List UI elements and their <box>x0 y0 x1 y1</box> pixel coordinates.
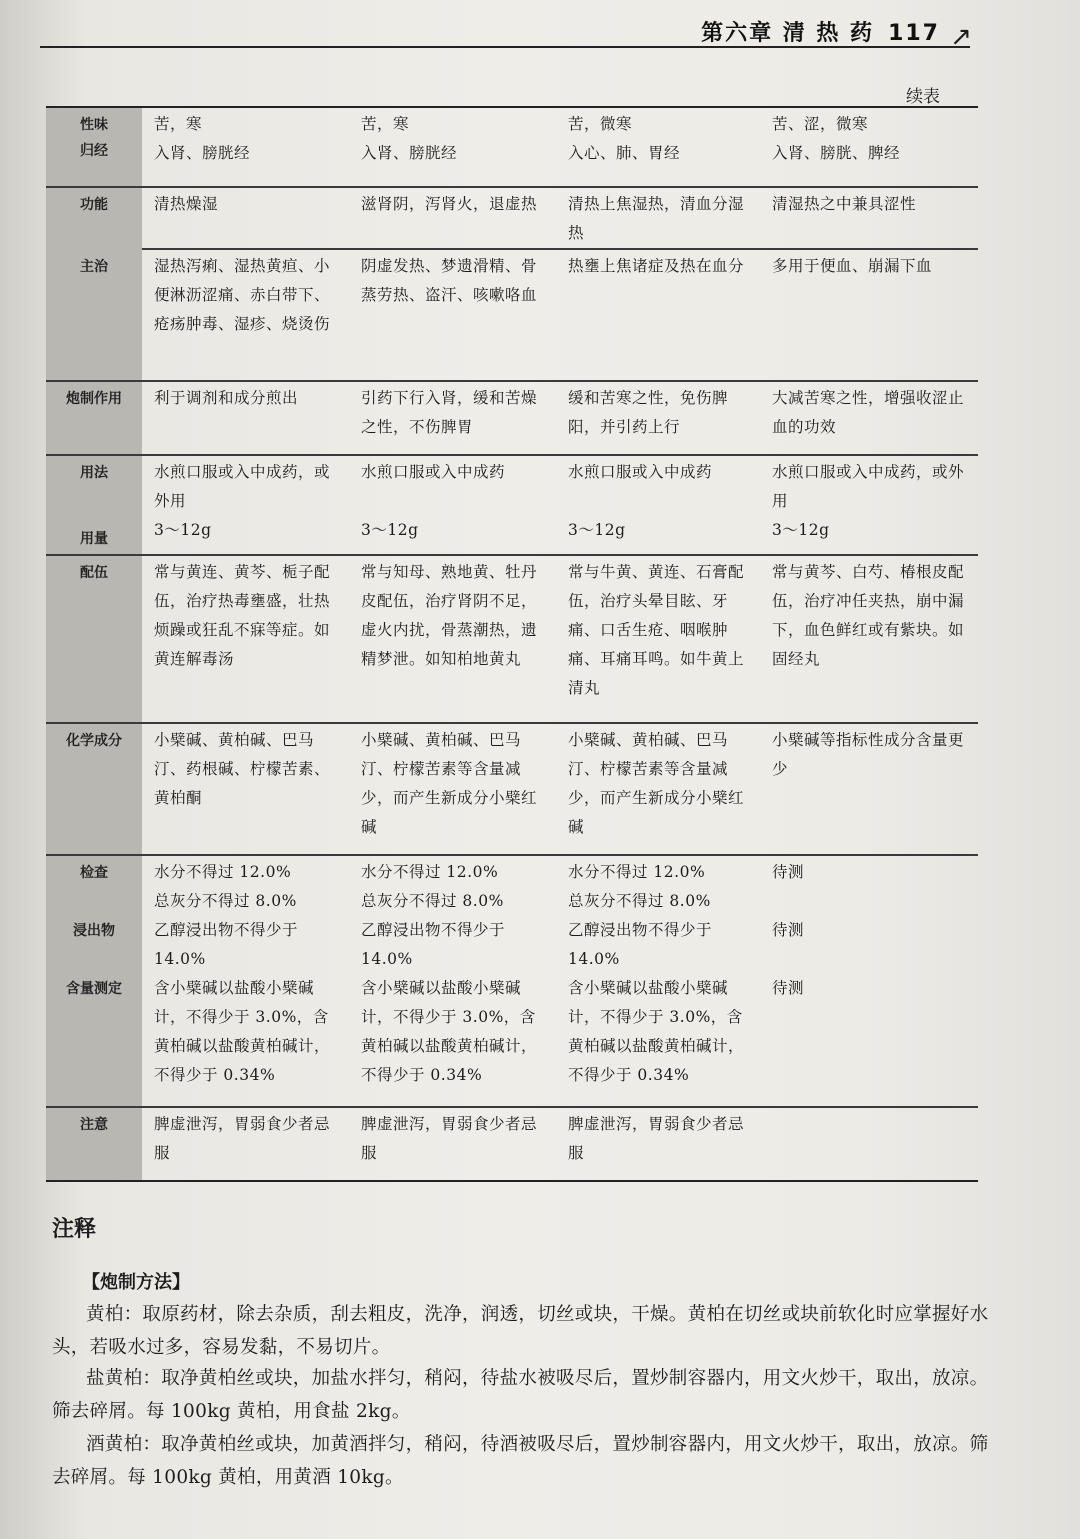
table-cell: 清热燥湿 <box>154 195 219 213</box>
row-header-label: 主治 <box>80 259 108 275</box>
table-cell: 清湿热之中兼具涩性 <box>772 195 917 213</box>
row-header-label: 含量测定 <box>66 981 122 997</box>
table-cell: 多用于便血、崩漏下血 <box>772 257 933 275</box>
cell-text: 水煎口服或入中成药 <box>361 463 506 481</box>
cell-text: 苦、涩，微寒 <box>772 115 869 133</box>
row-header-label: 用法 <box>80 465 108 481</box>
row-header <box>46 456 142 554</box>
table-row <box>46 854 978 1106</box>
row-header <box>46 188 142 252</box>
table-cell: 滋肾阴，泻肾火，退虚热 <box>361 195 538 213</box>
table-cell: 常与黄芩、白芍、椿根皮配伍，治疗冲任夹热，崩中漏下，血色鲜红或有紫块。如固经丸 <box>772 563 965 668</box>
table-cell <box>760 1108 978 1180</box>
cell-text: 待测 <box>772 979 805 997</box>
table-cell <box>142 856 349 1106</box>
row-header-label: 用量 <box>80 531 108 547</box>
cell-text: 苦，寒 <box>361 115 410 133</box>
table-cell: 常与黄连、黄芩、栀子配伍，治疗热毒壅盛，壮热烦躁或狂乱不寐等症。如黄连解毒汤 <box>154 563 331 668</box>
corner-arrow-icon: ↗ <box>950 22 972 52</box>
cell-text: 乙醇浸出物不得少于 14.0% <box>154 921 299 968</box>
continued-label: 续表 <box>906 87 940 107</box>
row-header-label: 炮制作用 <box>66 391 122 407</box>
table-cell: 湿热泻痢、湿热黄疸、小便淋沥涩痛、赤白带下、疮疡肿毒、湿疹、烧烫伤 <box>154 257 331 333</box>
table-cell <box>760 108 978 186</box>
table-cell: 脾虚泄泻，胃弱食少者忌服 <box>154 1115 331 1162</box>
table-row <box>46 108 978 186</box>
table-row <box>46 454 978 554</box>
table-cell: 脾虚泄泻，胃弱食少者忌服 <box>361 1115 538 1162</box>
cell-text: 水分不得过 12.0% <box>361 863 499 881</box>
cell-text: 总灰分不得过 8.0% <box>154 892 297 910</box>
method-paragraph: 酒黄柏：取净黄柏丝或块，加黄酒拌匀，稍闷，待酒被吸尽后，置炒制容器内，用文火炒干，取出，放凉。筛去碎屑。每 100kg 黄柏，用黄酒 10kg。 <box>52 1434 989 1488</box>
method-paragraph: 盐黄柏：取净黄柏丝或块，加盐水拌匀，稍闷，待盐水被吸尽后，置炒制容器内，用文火炒干，取出，放凉。筛去碎屑。每 100kg 黄柏，用食盐 2kg。 <box>52 1368 989 1422</box>
table-cell: 脾虚泄泻，胃弱食少者忌服 <box>568 1115 745 1162</box>
table-cell <box>556 456 760 554</box>
row-header-label: 化学成分 <box>66 733 122 749</box>
table-cell: 利于调剂和成分煎出 <box>154 389 299 407</box>
row-header <box>46 556 142 722</box>
cell-text: 总灰分不得过 8.0% <box>568 892 711 910</box>
table-cell: 缓和苦寒之性，免伤脾阳，并引药上行 <box>568 389 729 436</box>
table-cell: 热壅上焦诸症及热在血分 <box>568 257 745 275</box>
table-cell <box>349 108 556 186</box>
page-number: 117 <box>888 21 940 46</box>
table-cell: 大减苦寒之性，增强收涩止血的功效 <box>772 389 965 436</box>
cell-text: 入肾、膀胱、脾经 <box>772 144 901 162</box>
table-cell <box>556 856 760 1106</box>
table-cell: 清热上焦湿热，清血分湿热 <box>568 195 745 242</box>
table-cell: 引药下行入肾，缓和苦燥之性，不伤脾胃 <box>361 389 538 436</box>
table-cell: 常与知母、熟地黄、牡丹皮配伍，治疗肾阴不足，虚火内扰，骨蒸潮热，遗精梦泄。如知柏地黄丸 <box>361 563 538 668</box>
cell-text: 水煎口服或入中成药 <box>568 463 713 481</box>
cell-text: 含小檗碱以盐酸小檗碱计，不得少于 3.0%，含黄柏碱以盐酸黄柏碱计，不得少于 0.34% <box>361 979 538 1084</box>
cell-text: 乙醇浸出物不得少于 14.0% <box>361 921 506 968</box>
table-cell <box>760 856 978 1106</box>
cell-text: 水煎口服或入中成药，或外用 <box>772 463 965 510</box>
table-cell <box>142 108 349 186</box>
row-header <box>46 724 142 854</box>
table-cell: 小檗碱等指标性成分含量更少 <box>772 731 965 778</box>
cell-text: 苦，微寒 <box>568 115 633 133</box>
cell-text: 3～12g <box>772 521 830 539</box>
table-cell: 小檗碱、黄柏碱、巴马汀、柠檬苦素等含量减少，而产生新成分小檗红碱 <box>361 731 538 836</box>
processing-comparison-table <box>46 106 978 1182</box>
row-header <box>46 250 142 380</box>
table-cell: 常与牛黄、黄连、石膏配伍，治疗头晕目眩、牙痛、口舌生疮、咽喉肿痛、耳痛耳鸣。如牛黄上清丸 <box>568 563 745 697</box>
running-head <box>701 16 940 47</box>
table-cell <box>556 108 760 186</box>
cell-text: 入心、肺、胃经 <box>568 144 681 162</box>
cell-text: 含小檗碱以盐酸小檗碱计，不得少于 3.0%，含黄柏碱以盐酸黄柏碱计，不得少于 0.34% <box>568 979 745 1084</box>
cell-text: 水煎口服或入中成药，或外用 <box>154 463 331 510</box>
table-cell <box>349 456 556 554</box>
notes-title: 注释 <box>52 1217 97 1242</box>
cell-text: 乙醇浸出物不得少于 14.0% <box>568 921 713 968</box>
cell-text: 3～12g <box>154 521 212 539</box>
row-header-label: 归经 <box>80 143 108 159</box>
method-paragraph: 黄柏：取原药材，除去杂质，刮去粗皮，洗净，润透，切丝或块，干燥。黄柏在切丝或块前软化时应掌握好水头，若吸水过多，容易发黏，不易切片。 <box>52 1304 989 1358</box>
table-cell: 小檗碱、黄柏碱、巴马汀、药根碱、柠檬苦素、黄柏酮 <box>154 731 331 807</box>
cell-text: 入肾、膀胱经 <box>361 144 458 162</box>
row-header <box>46 382 142 454</box>
table-cell <box>760 456 978 554</box>
table-row <box>46 380 978 454</box>
row-header-label: 功能 <box>80 197 108 213</box>
table-row <box>46 186 978 248</box>
row-header <box>46 1108 142 1180</box>
table-row <box>46 722 978 854</box>
table-row <box>46 1106 978 1180</box>
row-header-label: 检查 <box>80 865 108 881</box>
row-header <box>46 856 142 1106</box>
cell-text: 总灰分不得过 8.0% <box>361 892 504 910</box>
cell-text: 待测 <box>772 921 805 939</box>
cell-text: 水分不得过 12.0% <box>154 863 292 881</box>
table-cell <box>349 856 556 1106</box>
cell-text: 3～12g <box>568 521 626 539</box>
row-header <box>46 108 142 186</box>
cell-text: 水分不得过 12.0% <box>568 863 706 881</box>
row-header-label: 注意 <box>80 1117 108 1133</box>
table-cell: 小檗碱、黄柏碱、巴马汀、柠檬苦素等含量减少，而产生新成分小檗红碱 <box>568 731 745 836</box>
row-header-label: 浸出物 <box>73 923 115 939</box>
cell-text: 待测 <box>772 863 805 881</box>
table-cell <box>142 456 349 554</box>
table-cell: 阴虚发热、梦遗滑精、骨蒸劳热、盗汗、咳嗽咯血 <box>361 257 538 304</box>
table-row <box>46 554 978 722</box>
header-rule <box>40 46 970 48</box>
cell-text: 入肾、膀胱经 <box>154 144 251 162</box>
cell-text: 苦，寒 <box>154 115 203 133</box>
row-header-label: 性味 <box>80 117 108 133</box>
row-header-label: 配伍 <box>80 565 108 581</box>
section-heading: 【炮制方法】 <box>82 1272 190 1293</box>
cell-text: 含小檗碱以盐酸小檗碱计，不得少于 3.0%，含黄柏碱以盐酸黄柏碱计，不得少于 0.34% <box>154 979 331 1084</box>
chapter-title: 第六章 清 热 药 <box>701 21 875 46</box>
cell-text: 3～12g <box>361 521 419 539</box>
table-row <box>46 248 978 380</box>
